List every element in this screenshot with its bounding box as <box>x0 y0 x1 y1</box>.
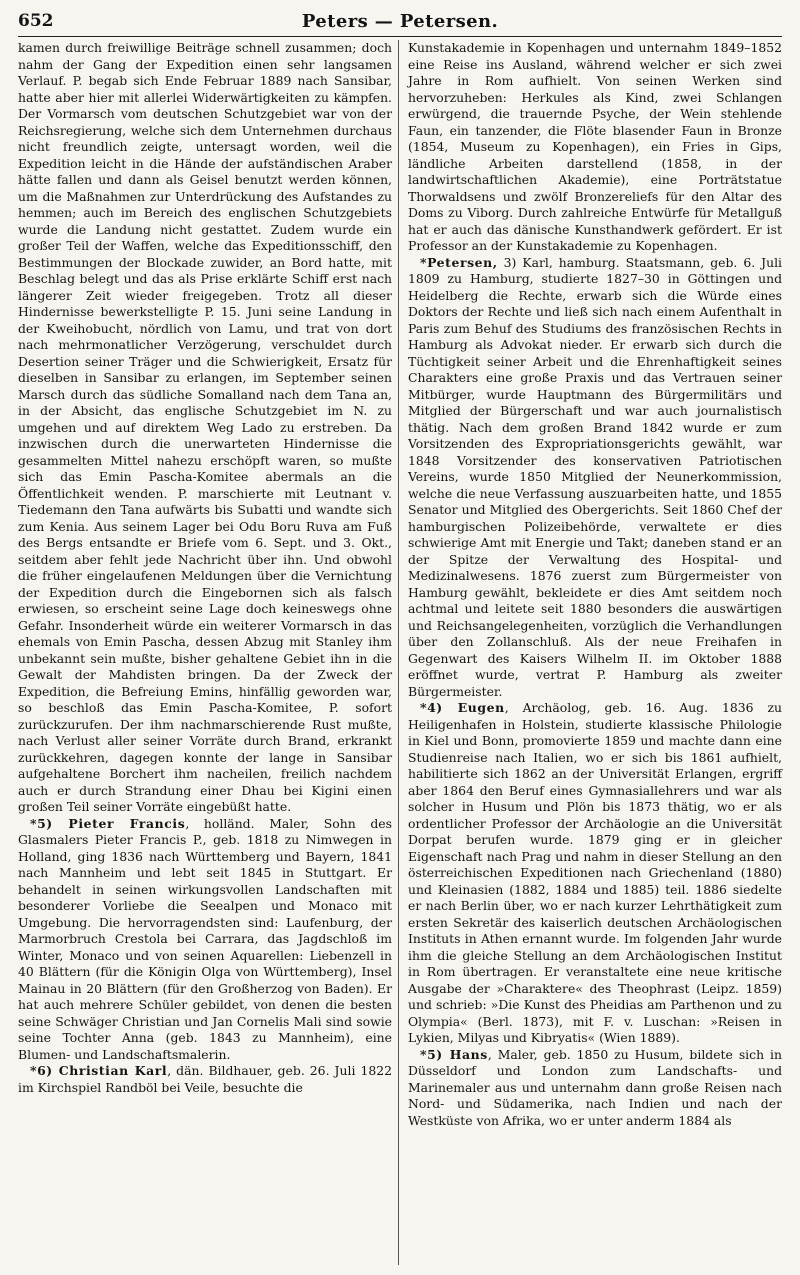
page-number: 652 <box>18 11 54 31</box>
right-column <box>408 40 782 1129</box>
entry-headword: *4) Eugen <box>420 700 505 715</box>
entry-text: , dän. Bildhauer, geb. 26. Juli 1822 im Kirchspiel Randböl bei Veile, besuchte die <box>18 1063 392 1095</box>
article-entry <box>408 255 782 701</box>
entry-text: , Archäolog, geb. 16. Aug. 1836 zu Heiligenhafen in Holstein, studierte klassische Philologie in Kiel und Bonn, promovierte 1859 und machte dann eine Studienreise nach Italien, wo er sich bis 1861 aufhielt, habilitierte sich 1862 an der Universität Erlangen, ergriff aber 1864 den Beruf eines Gymnasiallehrers und war als solcher in Husum und Plön bis 1873 thätig, wo er als ordentlicher Professor der Archäologie an die Universität Dorpat berufen wurde. 1879 ging er in gleicher Eigenschaft nach Prag und nahm in dieser Stellung an den österreichischen Expeditionen nach Griechenland (1880) und Kleinasien (1882, 1884 und 1885) teil. 1886 siedelte er nach Berlin über, wo er nach kurzer Lehrthätigkeit zum ersten Sekretär des kaiserlich deutschen Archäologischen Instituts in Athen ernannt wurde. Im folgenden Jahr wurde ihm die gleiche Stellung an dem Archäologischen Institut in Rom übertragen. Er veranstaltete eine neue kritische Ausgabe der »Charaktere« des Theophrast (Leipz. 1859) und schrieb: »Die Kunst des Pheidias am Parthenon und zu Olympia« (Berl. 1873), mit F. v. Luschan: »Reisen in Lykien, Milyas und Kibryatis« (Wien 1889). <box>408 700 783 1045</box>
entry-text: Kunstakademie in Kopenhagen und unternahm 1849–1852 eine Reise ins Ausland, während welcher er sich zwei Jahre in Rom aufhielt. Von seinen Werken sind hervorzuheben: Herkules als Kind, zwei Schlangen erwürgend, die trauernde Psyche, der Wein stehlende Faun, ein tanzender, die Flöte blasender Faun in Bronze (1854, Museum zu Kopenhagen), ein Fries in Gips, ländliche Arbeiten darstellend (1858, in der landwirtschaftlichen Akademie), eine Porträtstatue Thorwaldsens und zwölf Bronzereliefs für den Altar des Doms zu Viborg. Durch zahlreiche Entwürfe für Metallguß hat er auch das dänische Kunsthandwerk gefördert. Er ist Professor an der Kunstakademie zu Kopenhagen. <box>408 40 782 253</box>
column-divider <box>398 40 399 1265</box>
entry-headword: *5) Hans <box>420 1046 488 1062</box>
article-entry <box>18 816 392 1064</box>
entry-text: , Maler, geb. 1850 zu Husum, bildete sich in Düsseldorf und London zum Landschafts- und Marinemaler aus und unternahm dann große Reisen nach Nord- und Südamerika, nach Indien und nach der Westküste von Afrika, wo er unter anderm 1884 als <box>408 1046 782 1128</box>
entry-headword: *5) Pieter Francis <box>30 815 186 831</box>
entry-text: kamen durch freiwillige Beiträge schnell zusammen; doch nahm der Gang der Expedition einen sehr langsamen Verlauf. P. begab sich Ende Februar 1889 nach Sansibar, hatte aber hier mit allerlei Widerwärtigkeiten zu kämpfen. Der Vormarsch vom deutschen Schutzgebiet war von der Reichsregierung, welche sich dem Unternehmen durchaus nicht freundlich zeigte, untersagt worden, weil die Expedition leicht in die Hände der aufständischen Araber hätte fallen und dann als Geisel benutzt werden können, um die Maßnahmen zur Unterdrückung des Aufstandes zu hemmen; auch im Bereich des englischen Schutzgebiets wurde die Landung nicht gestattet. Zudem wurde ein großer Teil der Waffen, welche das Expeditionsschiff, den Bestimmungen der Blockade zuwider, an Bord hatte, mit Beschlag belegt und das als Prise erklärte Schiff erst nach längerer Zeit wieder freigegeben. Trotz all dieser Hindernisse bewerkstelligte P. 15. Juni seine Landung in der Kweihobucht, nördlich von Lamu, und trat von dort nach mehrmonatlicher Verzögerung, verschuldet durch Desertion seiner Träger und die Schwierigkeit, Ersatz für dieselben in Sansibar zu erlangen, im September seinen Marsch durch das südliche Somalland nach dem Tana an, in der Absicht, das englische Schutzgebiet im N. zu umgehen und auf direktem Weg Lado zu erstreben. Da inzwischen durch die unerwarteten Hindernisse die gesammelten Mittel nahezu erschöpft waren, so mußte sich das Emin Pascha-Komitee abermals an die Öffentlichkeit wenden. P. marschierte mit Leutnant v. Tiedemann den Tana aufwärts bis Subatti und wandte sich zum Kenia. Aus seinem Lager bei Odu Boru Ruva am Fuß des Bergs entsandte er Briefe vom 6. Sept. und 3. Okt., seitdem aber fehlt jede Nachricht über ihn. Und obwohl die früher eingelaufenen Meldungen über die Vernichtung der Expedition durch die Eingebornen sich als falsch erwiesen, so erscheint seine Lage doch keineswegs ohne Gefahr. Insonderheit würde ein weiterer Vormarsch in das ehemals von Emin Pascha, dessen Abzug mit Stanley ihm unbekannt sein mußte, bisher gehaltene Gebiet ihn in die Gewalt der Mahdisten bringen. Da der Zweck der Expedition, die Befreiung Emins, hinfällig geworden war, so beschloß das Emin Pascha-Komitee, P. sofort zurückzurufen. Der ihm nachmarschierende Rust mußte, nach Verlust aller seiner Vorräte durch Brand, erkrankt zurückkehren, dagegen konnte der lange in Sansibar aufgehaltene Borchert ihm nacheilen, freilich nachdem auch er durch Strandung einer Dhau bei Kigini einen großen Teil seiner Vorräte eingebüßt hatte. <box>18 40 392 814</box>
article-paragraph <box>408 40 782 255</box>
article-entry <box>408 1047 782 1130</box>
entry-text: 3) Karl, hamburg. Staatsmann, geb. 6. Juli 1809 zu Hamburg, studierte 1827–30 in Göttingen und Heidelberg die Rechte, erwarb sich die Würde eines Doktors der Rechte und ließ sich nach einem Aufenthalt in Paris zum Behuf des Studiums des französischen Rechts in Hamburg als Advokat nieder. Er erwarb sich durch die Tüchtigkeit seiner Arbeit und die Ehrenhaftigkeit seines Charakters eine große Praxis und das Vertrauen seiner Mitbürger, wurde Hauptmann des Bürgermilitärs und Mitglied der Bürgerschaft und war auch journalistisch thätig. Nach dem großen Brand 1842 wurde er zum Vorsitzenden des Expropriationsgerichts gewählt, war 1848 Vorsitzender des konservativen Patriotischen Vereins, wurde 1850 Mitglied der Neunerkommission, welche die neue Verfassung auszuarbeiten hatte, und 1855 Senator und Mitglied des Obergerichts. Seit 1860 Chef der hamburgischen Polizeibehörde, verwaltete er dies schwierige Amt mit Energie und Takt; daneben stand er an der Spitze der Verwaltung des Hospital- und Medizinalwesens. 1876 zuerst zum Bürgermeister von Hamburg gewählt, bekleidete er dies Amt seitdem noch achtmal und leitete seit 1880 besonders die auswärtigen und Reichsangelegenheiten, vorzüglich die Verhandlungen über den Zollanschluß. Als der neue Freihafen in Gegenwart des Kaisers Wilhelm II. im Oktober 1888 eröffnet wurde, vertrat P. Hamburg als zweiter Bürgermeister. <box>408 254 782 699</box>
article-entry <box>18 1063 392 1096</box>
page-header <box>18 6 782 37</box>
entry-headword: *Petersen, <box>420 254 498 270</box>
article-paragraph <box>18 40 392 816</box>
article-entry <box>408 700 782 1047</box>
running-title: Peters — Petersen. <box>301 10 499 32</box>
entry-text: , holländ. Maler, Sohn des Glasmalers Pieter Francis P., geb. 1818 zu Nimwegen in Holland, ging 1836 nach Württemberg und Bayern, 1841 nach Mannheim und lebt seit 1845 in Stuttgart. Er behandelt in seinen wirkungsvollen Landschaften mit besonderer Vorliebe die Seealpen und Monaco mit Umgebung. Die hervorragendsten sind: Laufenburg, der Marmorbruch Crestola bei Carrara, das Jagdschloß im Winter, Monaco und von seinen Aquarellen: Liebenzell in 40 Blättern (für die Königin Olga von Württemberg), Insel Mainau in 20 Blättern (für den Großherzog von Baden). Er hat auch mehrere Schüler gebildet, von denen die besten seine Schwäger Christian und Jan Cornelis Mali sind sowie seine Tochter Anna (geb. 1843 zu Mannheim), eine Blumen- und Landschaftsmalerin. <box>18 815 392 1062</box>
entry-headword: *6) Christian Karl <box>30 1063 168 1078</box>
left-column <box>18 40 392 1096</box>
